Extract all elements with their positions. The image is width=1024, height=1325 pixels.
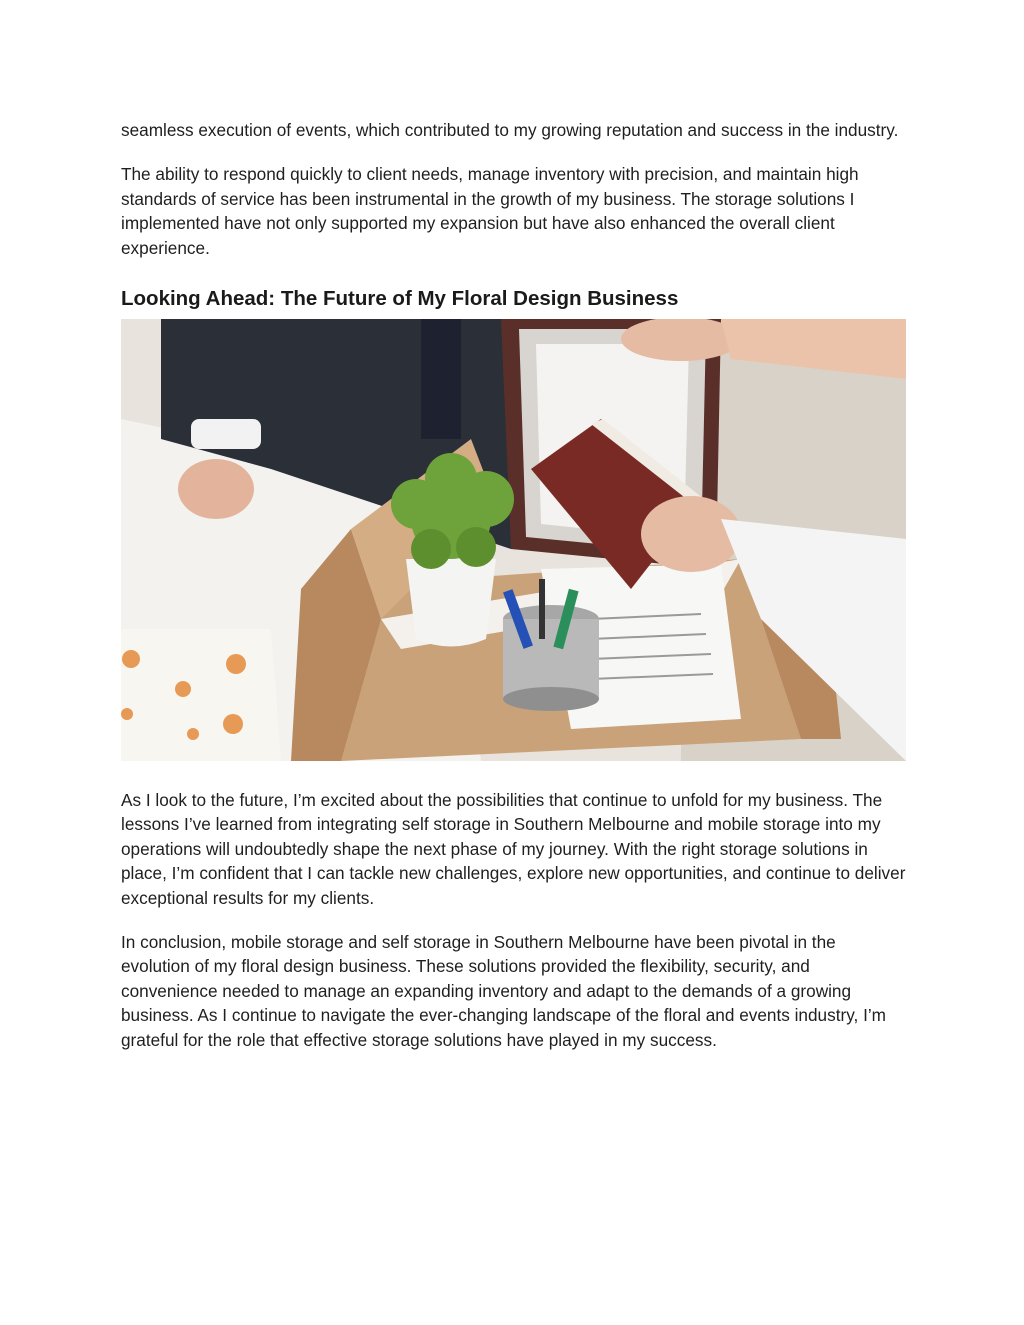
paragraph-intro: seamless execution of events, which contributed to my growing reputation and success in the industry. [121, 120, 899, 140]
right-hand [641, 496, 741, 572]
paragraph-conclusion: In conclusion, mobile storage and self storage in Southern Melbourne have been pivotal in the evolution of my floral design business. These solutions provided the flexibility, security, and convenience needed to manage an expanding inventory and adapt to the demands of a growing business. As I continue to navigate the ever-changing landscape of the floral and events industry, I’m grateful for the role that effective storage solutions have played in my success. [121, 932, 886, 1050]
section-heading: Looking Ahead: The Future of My Floral Design Business [121, 287, 679, 311]
plant-pot [406, 559, 496, 647]
left-hand [178, 459, 254, 519]
document-page [121, 118, 906, 1072]
office-box-photo [121, 319, 906, 761]
photo-illustration [121, 319, 906, 761]
paragraph-responsiveness: The ability to respond quickly to client needs, manage inventory with precision, and maintain high standards of service has been instrumental in the growth of my business. The storage solutions I implemented have not only supported my expansion but have also enhanced the overall client experience. [121, 164, 859, 258]
paragraph-future: As I look to the future, I’m excited about the possibilities that continue to unfold for my business. The lessons I’ve learned from integrating self storage in Southern Melbourne and mobile storage into my operations will undoubtedly shape the next phase of my journey. With the right storage solutions in place, I’m confident that I can tackle new challenges, explore new opportunities, and continue to deliver exceptional results for my clients. [121, 790, 906, 908]
